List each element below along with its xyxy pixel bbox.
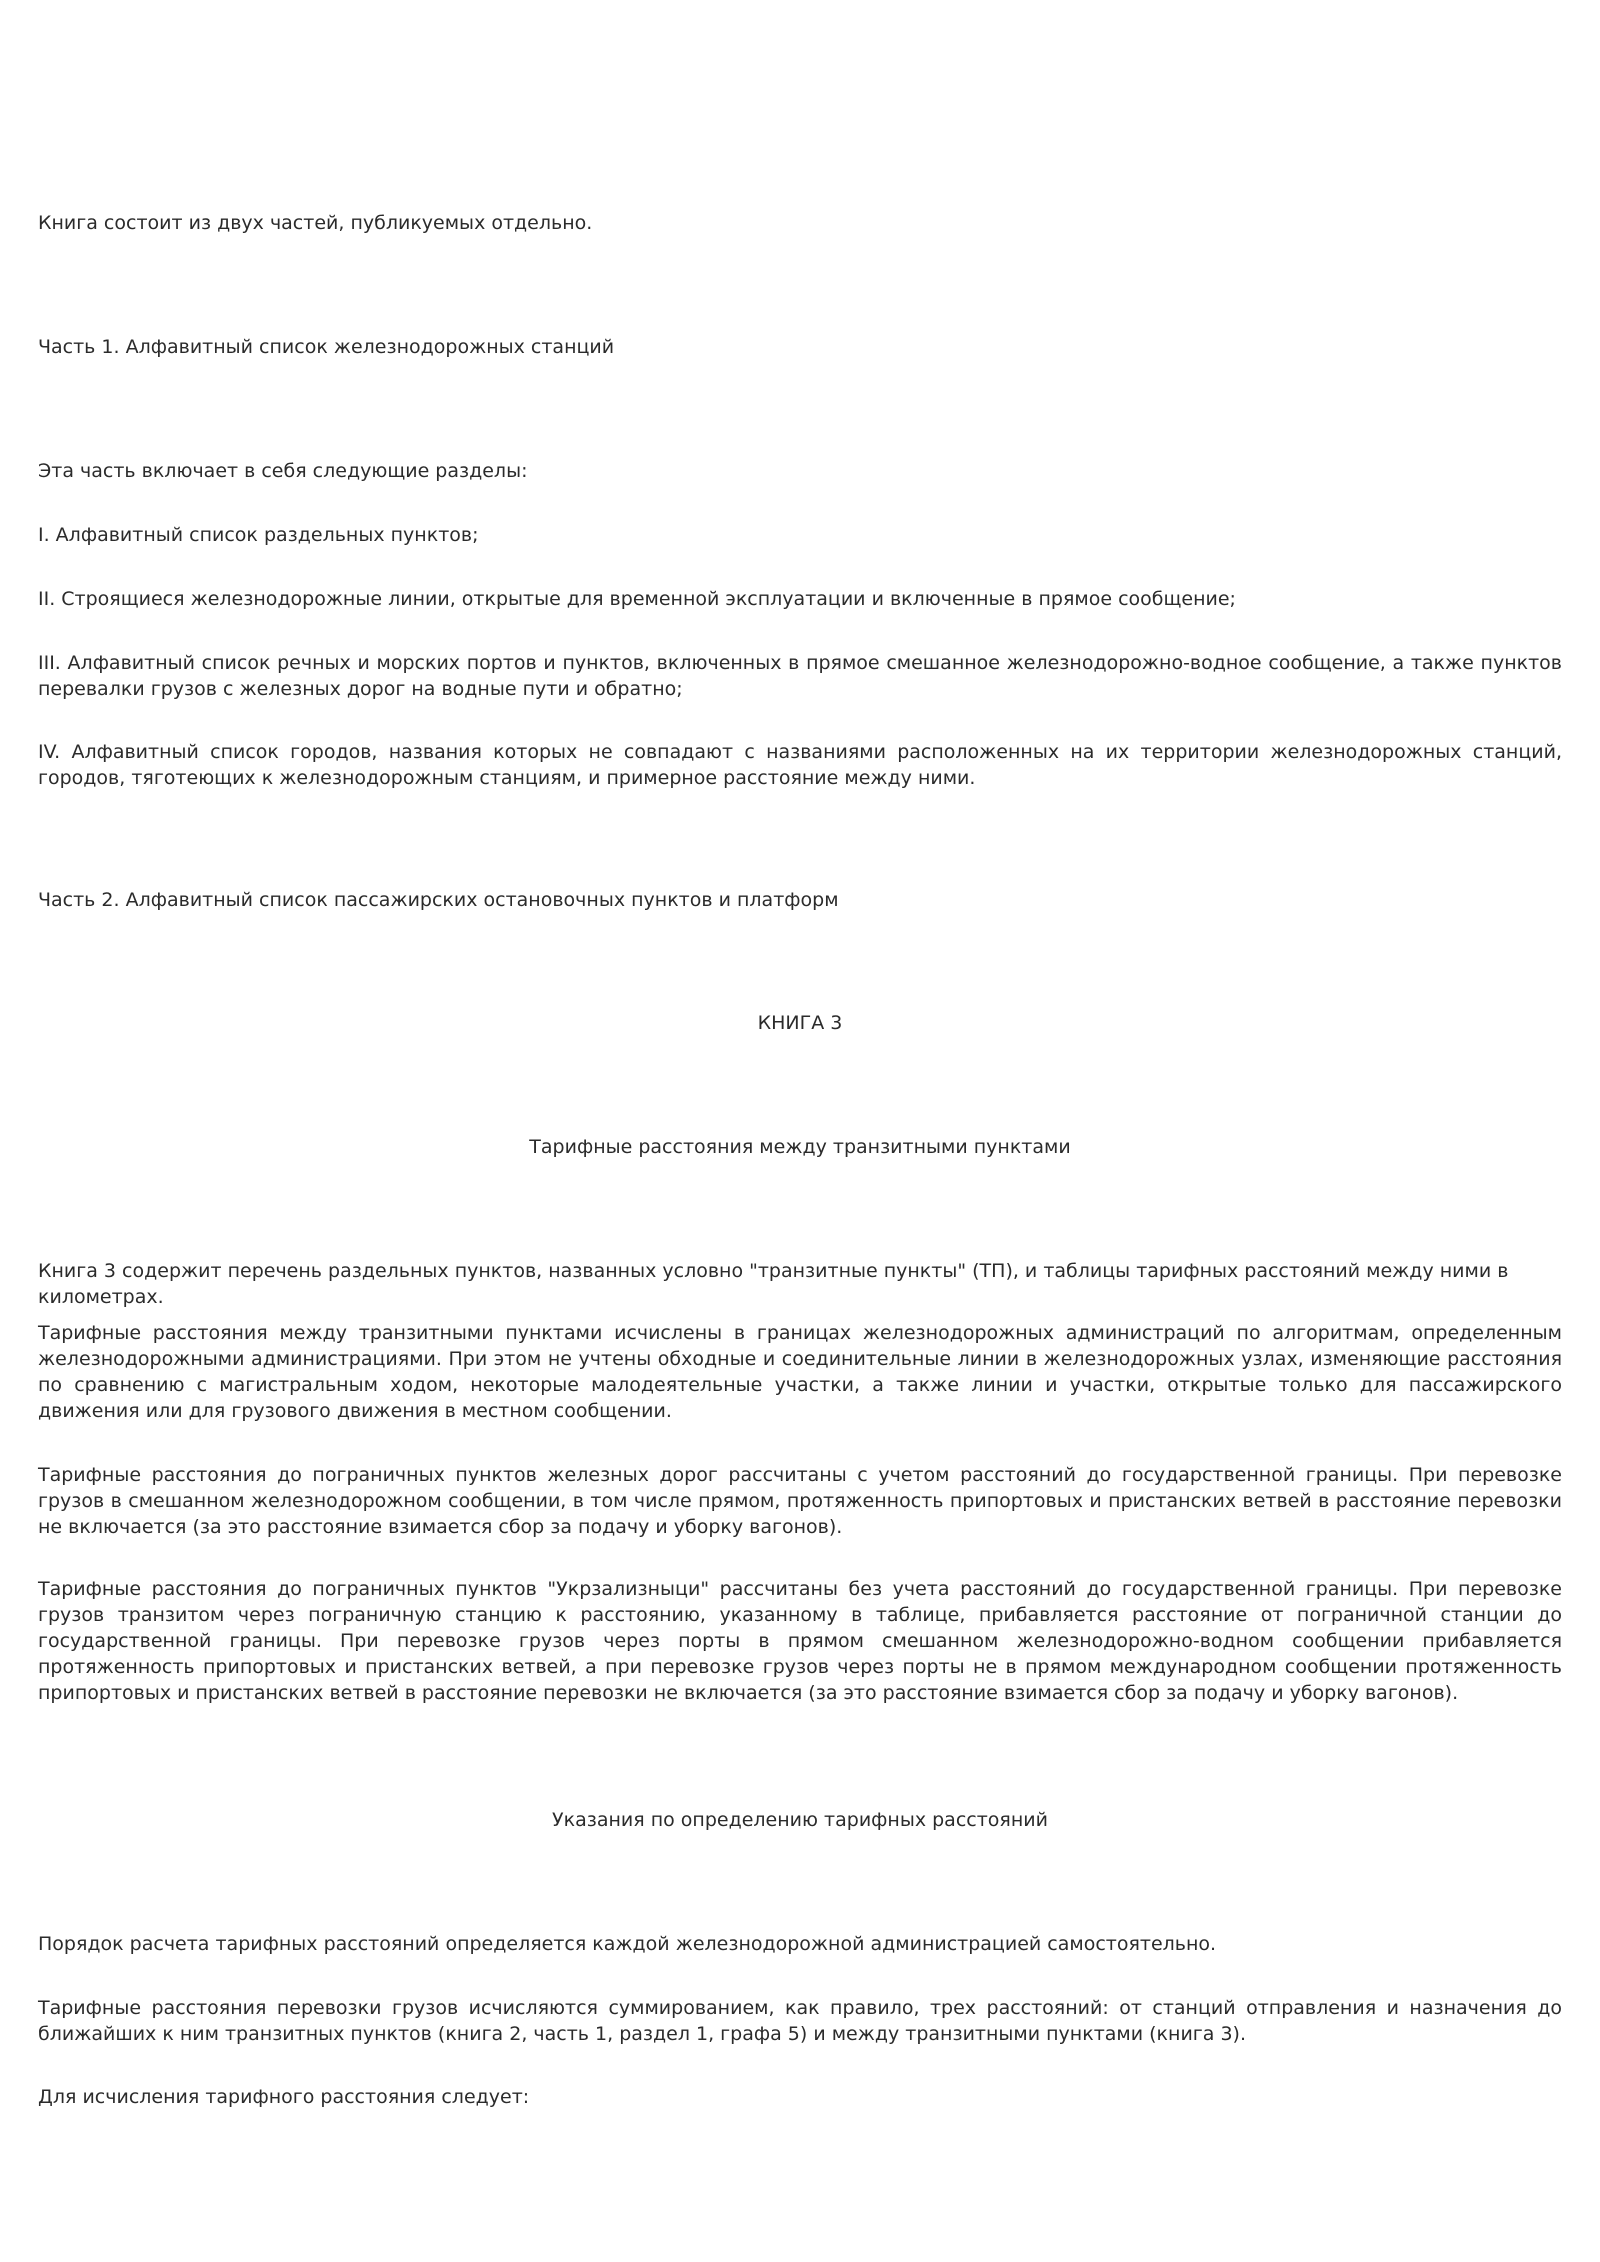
instructions-heading: Указания по определению тарифных расстояний — [552, 1809, 1048, 1831]
instructions-paragraph: Тарифные расстояния перевозки грузов исчисляются суммированием, как правило, трех расстояний: от станций отправления и назначения до ближайших к ним транзитных пунктов (книга 2, часть 1, раздел 1, графа 5) и между транзитными пунктами (книга 3). — [38, 1997, 1562, 2045]
instructions-paragraph: Порядок расчета тарифных расстояний определяется каждой железнодорожной администрацией самостоятельно. — [38, 1933, 1217, 1955]
section-item: IV. Алфавитный список городов, названия которых не совпадают с названиями расположенных на их территории железнодорожных станций, городов, тяготеющих к железнодорожным станциям, и примерное расстояние между ними. — [38, 741, 1562, 789]
part1-heading: Часть 1. Алфавитный список железнодорожных станций — [38, 336, 615, 358]
book3-subtitle: Тарифные расстояния между транзитными пунктами — [529, 1136, 1071, 1158]
intro-paragraph: Книга состоит из двух частей, публикуемых отдельно. — [38, 212, 593, 234]
book3-paragraph: Книга 3 содержит перечень раздельных пунктов, названных условно "транзитные пункты" (ТП), и таблицы тарифных расстояний между ними в километрах. — [38, 1260, 1509, 1308]
section-item: III. Алфавитный список речных и морских портов и пунктов, включенных в прямое смешанное железнодорожно-водное сообщение, а также пунктов перевалки грузов с железных дорог на водные пути и обратно; — [38, 652, 1562, 700]
book3-paragraph: Тарифные расстояния до пограничных пунктов "Укрзализныци" рассчитаны без учета расстояний до государственной границы. При перевозке грузов транзитом через пограничную станцию к расстоянию, указанному в таблице, прибавляется расстояние от пограничной станции до государственной границы. При перевозке грузов через порты в прямом смешанном железнодорожно-водном сообщении прибавляется протяженность припортовых и пристанских ветвей, а при перевозке грузов через порты не в прямом международном сообщении протяженность припортовых и пристанских ветвей в расстояние перевозки не включается (за это расстояние взимается сбор за подачу и уборку вагонов). — [38, 1578, 1562, 1704]
part2-heading: Часть 2. Алфавитный список пассажирских остановочных пунктов и платформ — [38, 889, 839, 911]
part1-includes-paragraph: Эта часть включает в себя следующие разделы: — [38, 460, 528, 482]
instructions-paragraph: Для исчисления тарифного расстояния следует: — [38, 2086, 530, 2108]
section-item: II. Строящиеся железнодорожные линии, открытые для временной эксплуатации и включенные в прямое сообщение; — [38, 588, 1236, 610]
book3-title: КНИГА 3 — [757, 1012, 843, 1034]
book3-paragraph: Тарифные расстояния между транзитными пунктами исчислены в границах железнодорожных администраций по алгоритмам, определенным железнодорожными администрациями. При этом не учтены обходные и соединительные линии в железнодорожных узлах, изменяющие расстояния по сравнению с магистральным ходом, некоторые малодеятельные участки, а также линии и участки, открытые только для пассажирского движения или для грузового движения в местном сообщении. — [38, 1322, 1562, 1422]
section-item: I. Алфавитный список раздельных пунктов; — [38, 524, 479, 546]
book3-paragraph: Тарифные расстояния до пограничных пунктов железных дорог рассчитаны с учетом расстояний до государственной границы. При перевозке грузов в смешанном железнодорожном сообщении, в том числе прямом, протяженность припортовых и пристанских ветвей в расстояние перевозки не включается (за это расстояние взимается сбор за подачу и уборку вагонов). — [38, 1464, 1562, 1538]
